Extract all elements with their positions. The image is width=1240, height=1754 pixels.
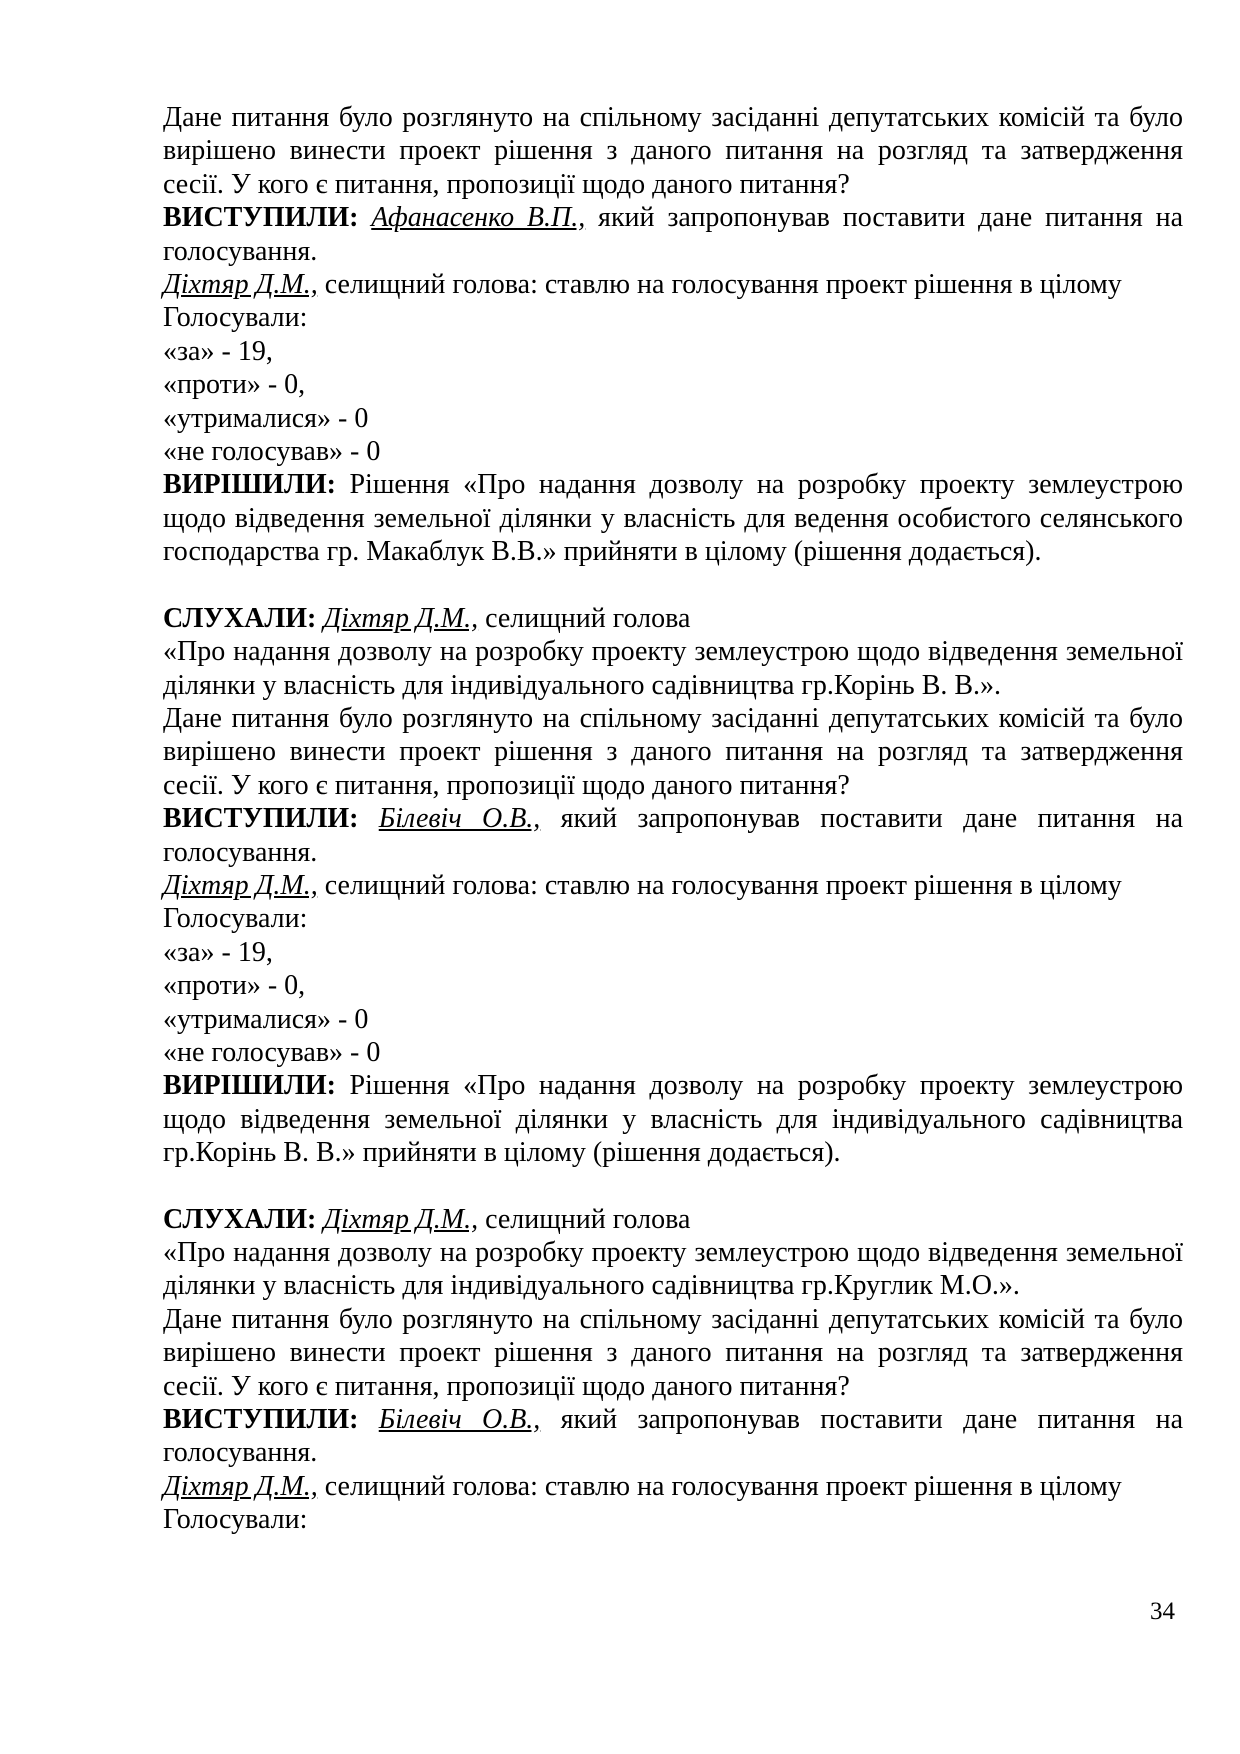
head-name: Діхтяр Д.М., [163,269,318,301]
speaker-text: який запропонував поставити дане питання на голосування. [163,202,1183,267]
section-gap [163,569,1183,602]
vote-for: «за» - 19, [163,335,273,367]
heard-name: Діхтяр Д.М., [323,602,479,634]
vote-abstain: «утрималися» - 0 [163,402,369,434]
head-paragraph [163,1470,1183,1503]
vote-abstain: «утрималися» - 0 [163,1003,369,1035]
speaker-text: який запропонував поставити дане питання на голосування. [163,803,1183,868]
discussion-paragraph: Дане питання було розглянуто на спільному засіданні депутатських комісій та було вирішено винести проект рішення з даного питання на розгляд та затвердження сесії. У кого є питання, пропозиції щодо даного питання? [163,102,1183,200]
head-paragraph [163,268,1183,301]
spoke-label: ВИСТУПИЛИ: [163,1404,359,1436]
head-name: Діхтяр Д.М., [163,1470,318,1502]
head-text: селищний голова: ставлю на голосування проект рішення в цілому [317,869,1122,901]
section-gap [163,1170,1183,1203]
head-name: Діхтяр Д.М., [163,869,318,901]
heard-label: СЛУХАЛИ: [163,1203,317,1235]
document-body [163,101,1183,1537]
decision-text: Рішення «Про надання дозволу на розробку проекту землеустрою щодо відведення земельної ділянки у власність для ведення особистого селянського господарства гр. Макаблук В.В.» прийняти в цілому (рішення додається). [163,469,1183,568]
voted-label: Голосували: [163,302,308,334]
spoke-label: ВИСТУПИЛИ: [163,803,359,835]
topic-paragraph: «Про надання дозволу на розробку проекту землеустрою щодо відведення земельної ділянки у власність для індивідуального садівництва гр.Корінь В. В.». [163,636,1183,701]
spoke-paragraph [163,802,1183,869]
voted-label: Голосували: [163,1504,308,1536]
decided-label: ВИРІШИЛИ: [163,469,336,501]
spoke-paragraph [163,1403,1183,1470]
heard-paragraph [163,1203,1183,1236]
decision-paragraph [163,1069,1183,1169]
head-text: селищний голова: ставлю на голосування проект рішення в цілому [317,269,1122,301]
page-number: 34 [1150,1598,1175,1625]
heard-paragraph [163,602,1183,635]
topic-paragraph: «Про надання дозволу на розробку проекту землеустрою щодо відведення земельної ділянки у власність для індивідуального садівництва гр.Круглик М.О.». [163,1237,1183,1302]
discussion-paragraph: Дане питання було розглянуто на спільному засіданні депутатських комісій та було вирішено винести проект рішення з даного питання на розгляд та затвердження сесії. У кого є питання, пропозиції щодо даного питання? [163,1303,1183,1402]
spoke-paragraph [163,201,1183,268]
vote-against: «проти» - 0, [163,369,306,401]
heard-name: Діхтяр Д.М., [323,1203,479,1235]
heard-role: селищний голова [478,1203,691,1235]
heard-label: СЛУХАЛИ: [163,602,317,634]
speaker-name: Білевіч О.В., [378,803,541,835]
decision-text: Рішення «Про надання дозволу на розробку проекту землеустрою щодо відведення земельної ділянки у власність для індивідуального садівництва гр.Корінь В. В.» прийняти в цілому (рішення додається). [163,1070,1183,1169]
head-paragraph [163,869,1183,902]
discussion-paragraph: Дане питання було розглянуто на спільному засіданні депутатських комісій та було вирішено винести проект рішення з даного питання на розгляд та затвердження сесії. У кого є питання, пропозиції щодо даного питання? [163,702,1183,801]
speaker-name: Афанасенко В.П., [371,202,586,234]
vote-against: «проти» - 0, [163,970,306,1002]
spoke-label: ВИСТУПИЛИ: [163,202,359,234]
head-text: селищний голова: ставлю на голосування проект рішення в цілому [317,1470,1122,1502]
decision-paragraph [163,468,1183,568]
voted-label: Голосували: [163,903,308,935]
vote-none: «не голосував» - 0 [163,436,381,468]
speaker-name: Білевіч О.В., [378,1404,541,1436]
decided-label: ВИРІШИЛИ: [163,1070,336,1102]
heard-role: селищний голова [478,602,691,634]
vote-for: «за» - 19, [163,936,273,968]
speaker-text: який запропонував поставити дане питання на голосування. [163,1404,1183,1469]
vote-none: «не голосував» - 0 [163,1036,381,1068]
